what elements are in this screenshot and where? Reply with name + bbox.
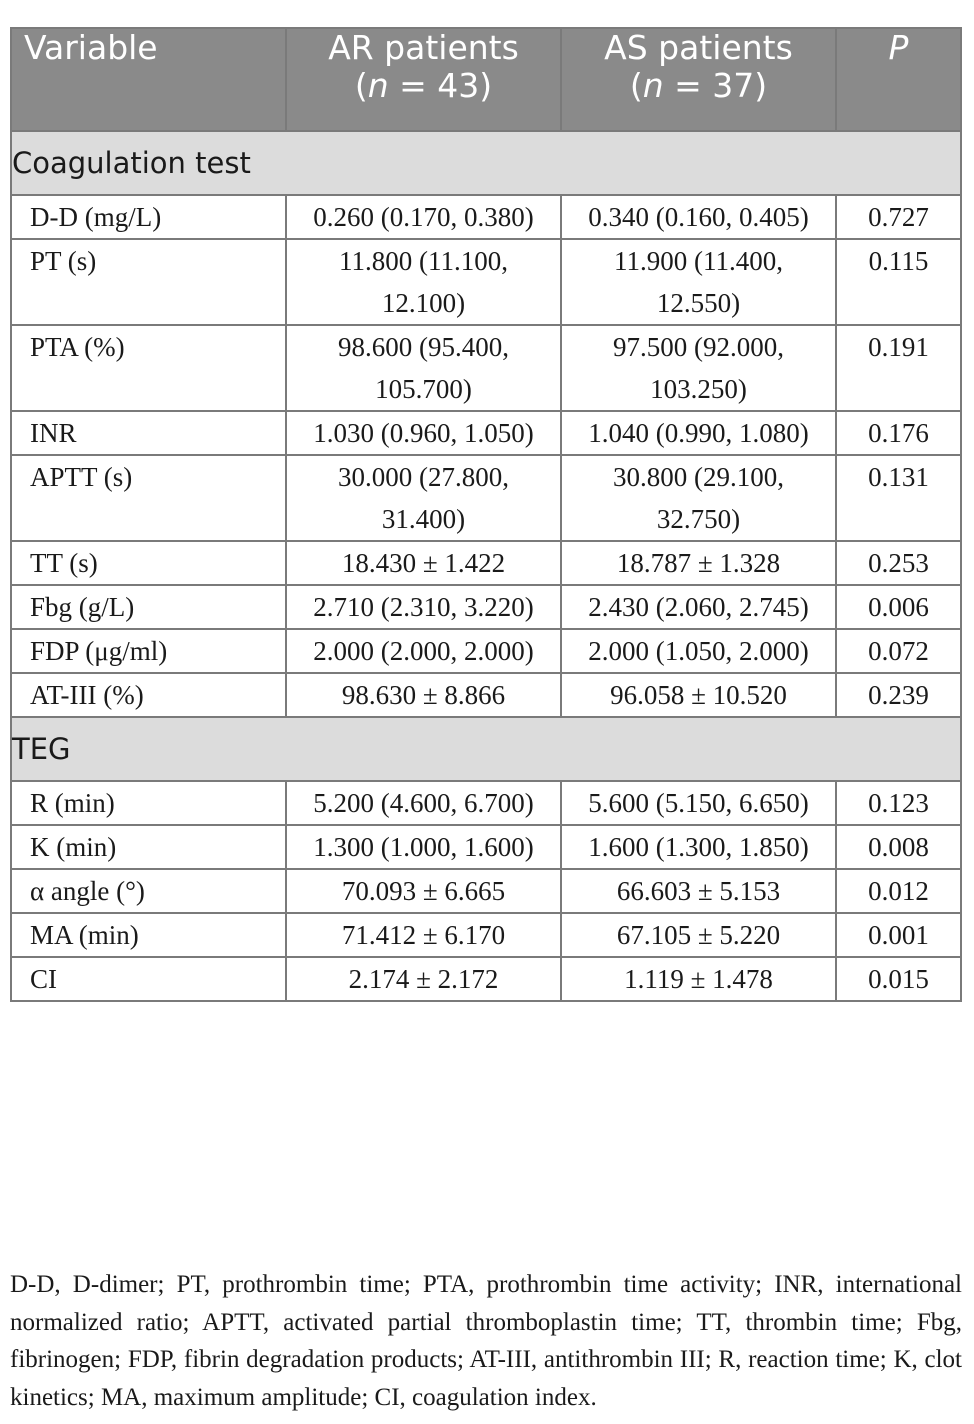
table-row [11, 957, 961, 1001]
data-table [10, 27, 962, 1002]
row-label: K (min) [11, 825, 286, 869]
table-row [11, 781, 961, 825]
as-value: 96.058 ± 10.520 [561, 673, 836, 717]
as-value: 1.119 ± 1.478 [561, 957, 836, 1001]
p-value: 0.253 [836, 541, 961, 585]
header-as-title: AS patients [604, 28, 793, 67]
ar-value: 71.412 ± 6.170 [286, 913, 561, 957]
p-value: 0.006 [836, 585, 961, 629]
as-value: 5.600 (5.150, 6.650) [561, 781, 836, 825]
p-value: 0.008 [836, 825, 961, 869]
header-ar-n-value: = 43 [399, 66, 480, 105]
header-p-label: P [888, 28, 909, 67]
ar-value: 11.800 (11.100, 12.100) [286, 239, 561, 325]
ar-value: 2.174 ± 2.172 [286, 957, 561, 1001]
table-row [11, 195, 961, 239]
table-row [11, 629, 961, 673]
table-row [11, 673, 961, 717]
p-value: 0.131 [836, 455, 961, 541]
table-row [11, 869, 961, 913]
header-as-n-symbol: n [642, 66, 664, 105]
as-value: 67.105 ± 5.220 [561, 913, 836, 957]
as-value: 18.787 ± 1.328 [561, 541, 836, 585]
table-row [11, 825, 961, 869]
header-as-patients: AS patients (n = 37) [561, 28, 836, 131]
table-row [11, 541, 961, 585]
row-label: MA (min) [11, 913, 286, 957]
ar-value: 2.710 (2.310, 3.220) [286, 585, 561, 629]
ar-value: 5.200 (4.600, 6.700) [286, 781, 561, 825]
header-p [836, 28, 961, 131]
ar-value: 30.000 (27.800, 31.400) [286, 455, 561, 541]
ar-value: 18.430 ± 1.422 [286, 541, 561, 585]
header-ar-patients: AR patients (n = 43) [286, 28, 561, 131]
row-label: R (min) [11, 781, 286, 825]
table-row [11, 239, 961, 325]
p-value: 0.115 [836, 239, 961, 325]
row-label: APTT (s) [11, 455, 286, 541]
row-label: D-D (mg/L) [11, 195, 286, 239]
as-value: 11.900 (11.400, 12.550) [561, 239, 836, 325]
table-row [11, 411, 961, 455]
table-row [11, 455, 961, 541]
row-label: CI [11, 957, 286, 1001]
ar-value: 70.093 ± 6.665 [286, 869, 561, 913]
section-title: Coagulation test [11, 131, 961, 195]
row-label: FDP (μg/ml) [11, 629, 286, 673]
as-value: 30.800 (29.100, 32.750) [561, 455, 836, 541]
header-ar-n-symbol: n [367, 66, 389, 105]
p-value: 0.123 [836, 781, 961, 825]
header-ar-title: AR patients [328, 28, 519, 67]
ar-value: 98.630 ± 8.866 [286, 673, 561, 717]
row-label: TT (s) [11, 541, 286, 585]
as-value: 1.040 (0.990, 1.080) [561, 411, 836, 455]
p-value: 0.001 [836, 913, 961, 957]
p-value: 0.191 [836, 325, 961, 411]
table-row [11, 913, 961, 957]
table-row [11, 585, 961, 629]
as-value: 97.500 (92.000, 103.250) [561, 325, 836, 411]
section-row [11, 717, 961, 781]
row-label: AT-III (%) [11, 673, 286, 717]
row-label: PT (s) [11, 239, 286, 325]
row-label: PTA (%) [11, 325, 286, 411]
footnote: D-D, D-dimer; PT, prothrombin time; PTA, prothrombin time activity; INR, international normalized ratio; APTT, activated partial thromboplastin time; TT, thrombin time; Fbg, fibrinogen; FDP, fibrin degradation products; AT-III, antithrombin III; R, reaction time; K, clot kinetics; MA, maximum amplitude; CI, coagulation index. [10, 1271, 962, 1411]
row-label: INR [11, 411, 286, 455]
ar-value: 1.030 (0.960, 1.050) [286, 411, 561, 455]
p-value: 0.727 [836, 195, 961, 239]
row-label: Fbg (g/L) [11, 585, 286, 629]
table-body [11, 131, 961, 1001]
header-as-n-value: = 37 [674, 66, 755, 105]
section-title: TEG [11, 717, 961, 781]
header-row [11, 28, 961, 131]
p-value: 0.176 [836, 411, 961, 455]
p-value: 0.239 [836, 673, 961, 717]
as-value: 0.340 (0.160, 0.405) [561, 195, 836, 239]
ar-value: 98.600 (95.400, 105.700) [286, 325, 561, 411]
ar-value: 1.300 (1.000, 1.600) [286, 825, 561, 869]
as-value: 1.600 (1.300, 1.850) [561, 825, 836, 869]
as-value: 2.000 (1.050, 2.000) [561, 629, 836, 673]
table-row [11, 325, 961, 411]
section-row [11, 131, 961, 195]
as-value: 2.430 (2.060, 2.745) [561, 585, 836, 629]
header-variable: Variable [11, 28, 286, 131]
ar-value: 0.260 (0.170, 0.380) [286, 195, 561, 239]
row-label: α angle (°) [11, 869, 286, 913]
ar-value: 2.000 (2.000, 2.000) [286, 629, 561, 673]
as-value: 66.603 ± 5.153 [561, 869, 836, 913]
p-value: 0.012 [836, 869, 961, 913]
p-value: 0.015 [836, 957, 961, 1001]
p-value: 0.072 [836, 629, 961, 673]
